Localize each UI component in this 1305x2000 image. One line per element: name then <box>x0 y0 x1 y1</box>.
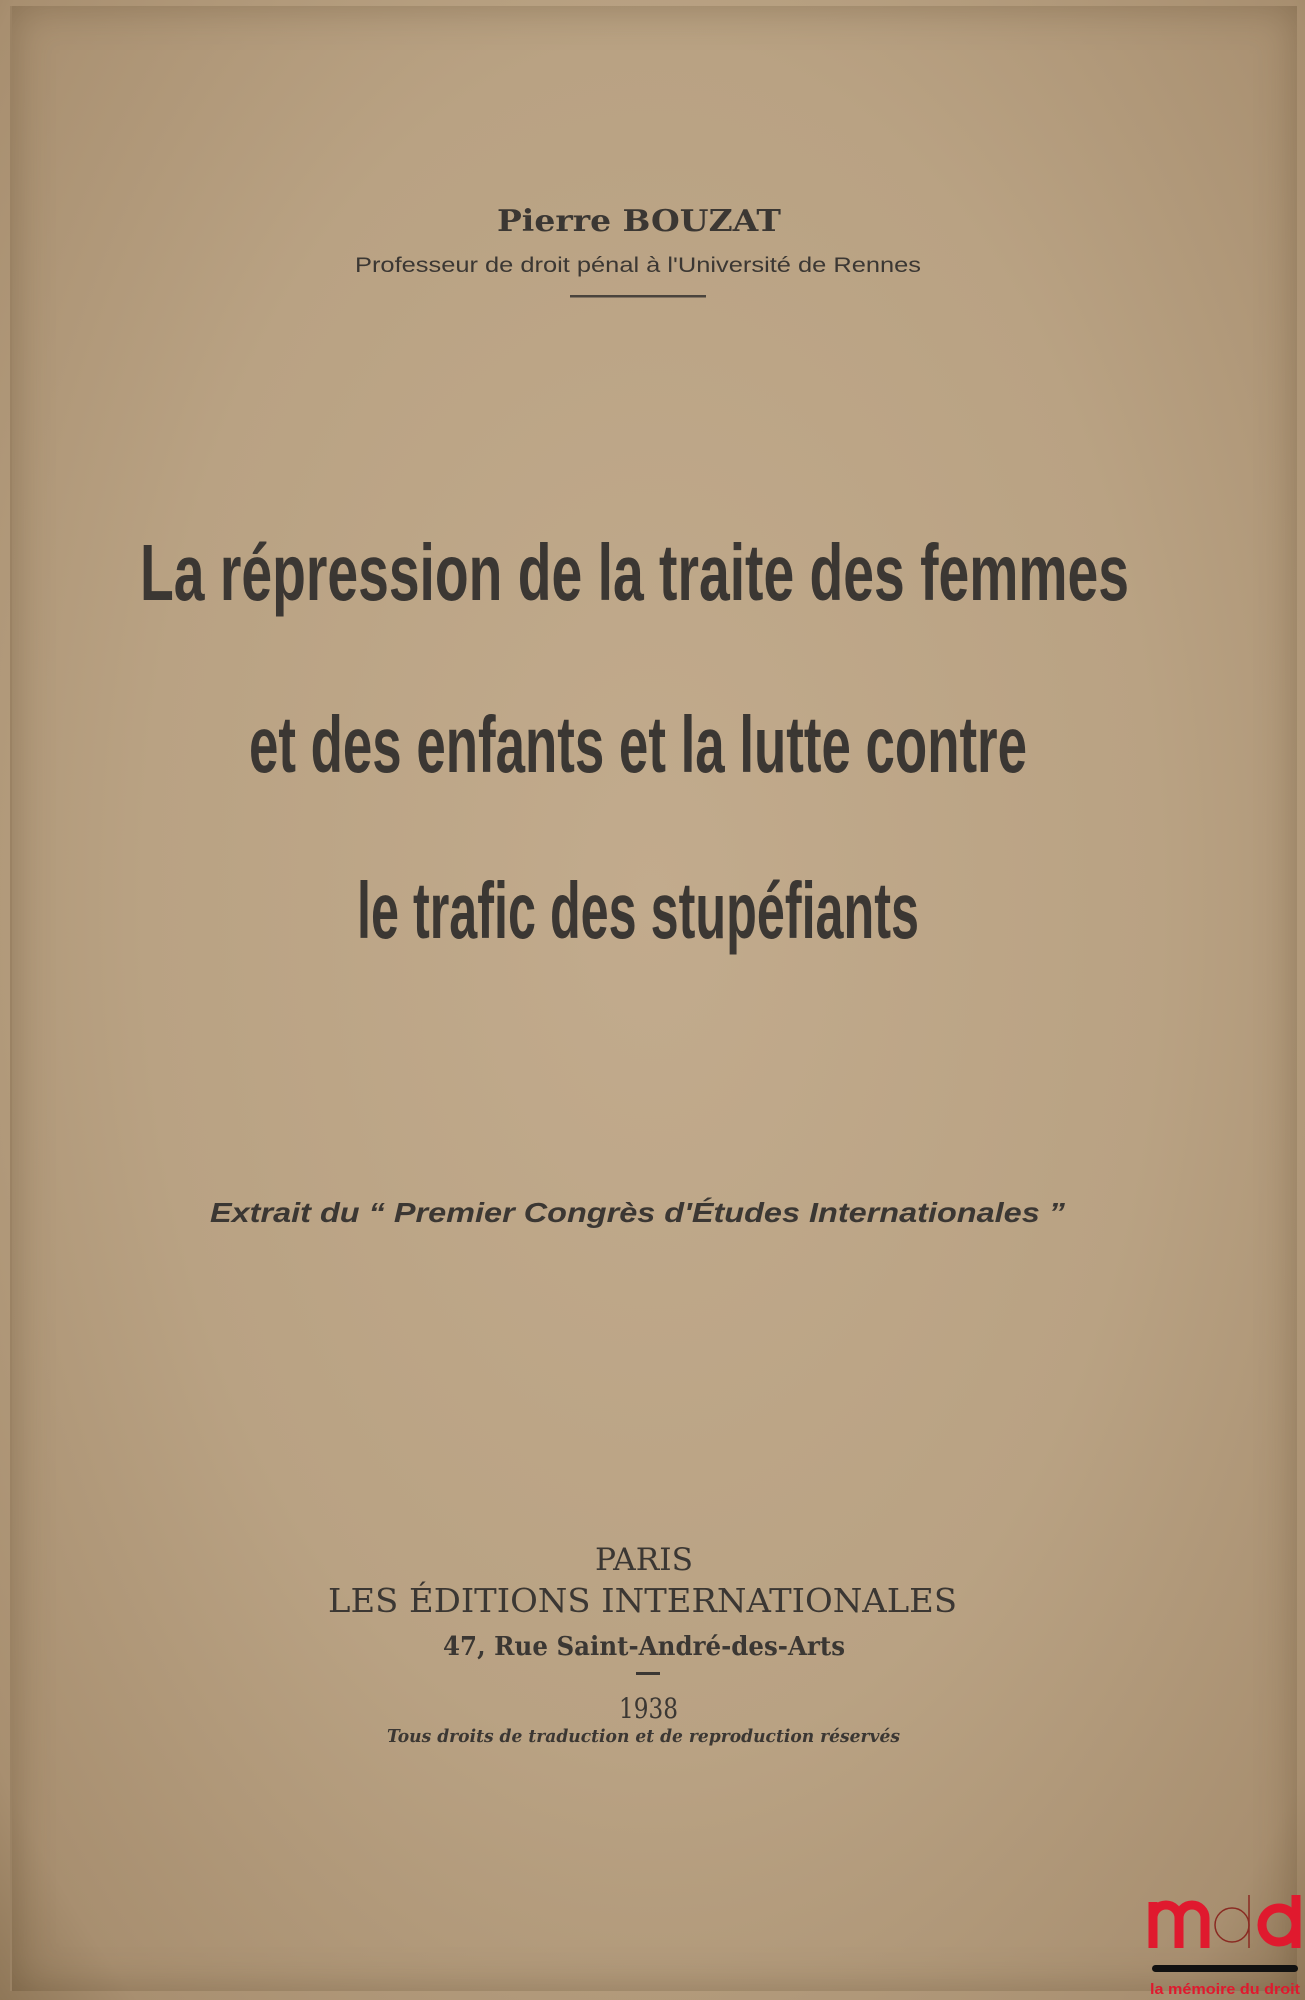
extract-note: Extrait du “ Premier Congrès d'Études Internationales ” <box>210 1197 1065 1228</box>
publisher-city: PARIS <box>595 1542 693 1578</box>
publisher-name: LES ÉDITIONS INTERNATIONALES <box>328 1581 942 1620</box>
title-line-1: La répression de la traite des femmes <box>140 528 1129 617</box>
publication-year: 1938 <box>619 1692 678 1725</box>
author-name: Pierre BOUZAT <box>497 204 782 239</box>
rights-notice: Tous droits de traduction et de reproduction réservés <box>387 1726 900 1747</box>
logo-bar <box>1152 1965 1298 1972</box>
author-affiliation: Professeur de droit pénal à l'Université de Rennes <box>355 254 921 277</box>
publisher-address: 47, Rue Saint-André-des-Arts <box>443 1632 845 1662</box>
title-line-3: le trafic des stupéfiants <box>357 866 919 955</box>
logo-tagline: la mémoire du droit <box>1150 1981 1300 1998</box>
title-line-2: et des enfants et la lutte contre <box>249 700 1027 789</box>
